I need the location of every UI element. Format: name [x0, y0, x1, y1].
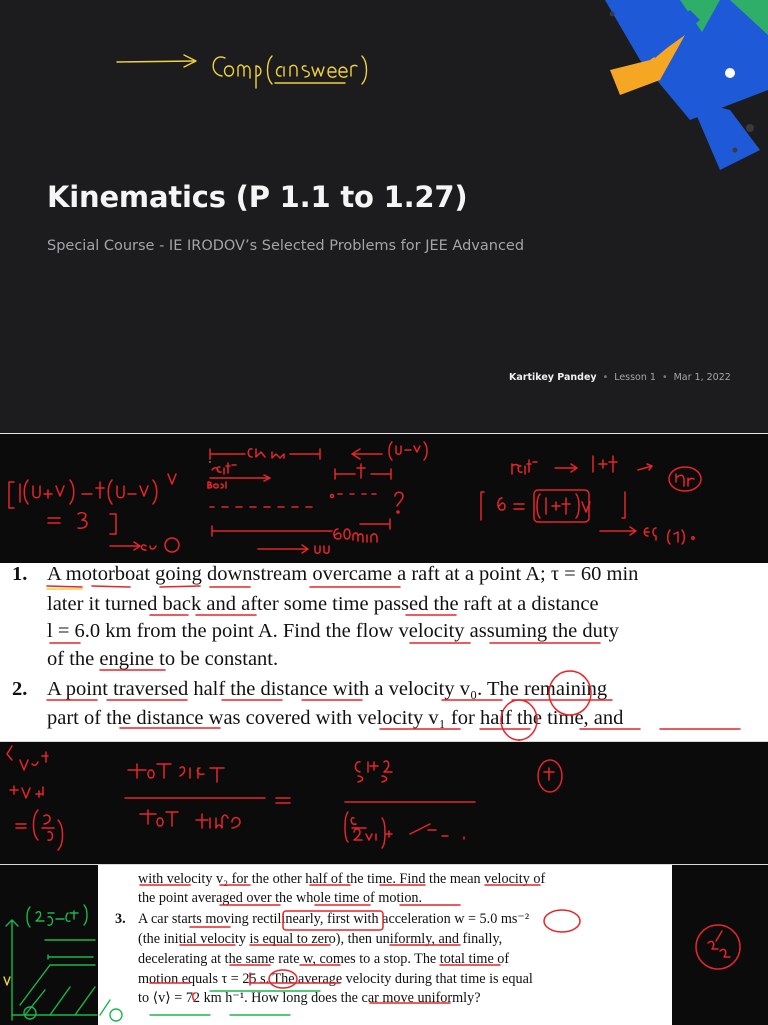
problem-2-line-2: part of the distance was covered with velocity v₁ for half the time, and: [47, 707, 624, 729]
deco-green-shape: [730, 0, 768, 35]
problem-number: 1.: [12, 563, 28, 585]
problem-text-section: [0, 563, 768, 741]
slide-subtitle: Special Course - IE IRODOV’s Selected Problems for JEE Advanced: [47, 238, 525, 254]
deco-dot: [725, 68, 735, 78]
slide-title: Kinematics (P 1.1 to 1.27): [47, 180, 468, 214]
problem-1-line-3: l = 6.0 km from the point A. Find the flow velocity assuming the duty: [47, 620, 619, 642]
meta-separator: •: [602, 372, 609, 383]
problem-number: 2.: [12, 678, 28, 700]
title-slide: [0, 0, 768, 433]
deco-dot: [746, 124, 754, 132]
handwritten-annotations: [0, 742, 768, 865]
problem-3-line-3: decelerating at the same rate w, comes to a stop. The total time of: [138, 951, 510, 967]
deco-blue-shape: [640, 10, 700, 58]
lesson-label: Lesson 1: [614, 372, 656, 383]
deco-orange-shape: [610, 35, 685, 95]
problem-1-line-2: later it turned back and after some time passed the raft at a distance: [47, 593, 599, 615]
deco-green-shape: [680, 0, 720, 32]
scanned-page: [98, 865, 672, 1025]
meta-separator: •: [661, 372, 668, 383]
problem-1-line-1: A motorboat going downstream overcame a raft at a point A; τ = 60 min: [47, 563, 639, 585]
problem-2-line-1: A point traversed half the distance with a velocity v₀. The remaining: [47, 678, 608, 700]
problem-3-line-2: (the initial velocity is equal to zero), then uniformly, and finally,: [138, 931, 503, 947]
whiteboard-notes-raft: [0, 433, 768, 564]
deco-blue-shape: [690, 100, 760, 170]
deco-blue-shape: [605, 0, 768, 120]
continuation-line-2: the point averaged over the whole time of motion.: [138, 890, 423, 906]
scanned-page-section: [0, 864, 768, 1025]
problem-3-line-4: motion equals τ = 25 s. The average velocity during that time is equal: [138, 971, 533, 987]
handwritten-comp-answer: [117, 55, 367, 88]
handwritten-annotations: [0, 434, 768, 564]
whiteboard-notes-average-velocity: [0, 741, 768, 865]
problem-3-line-1: A car starts moving rectilinearly, first with acceleration w = 5.0 ms⁻²: [138, 911, 530, 927]
deco-dot: [610, 12, 615, 17]
problem-1-line-4: of the engine to be constant.: [47, 648, 279, 670]
problem-3-number: 3.: [115, 911, 126, 927]
deco-dot: [733, 148, 738, 153]
lesson-date: Mar 1, 2022: [673, 372, 731, 383]
continuation-line-1: with velocity v₂ for the other half of the time. Find the mean velocity of: [138, 871, 546, 887]
slide-meta: [509, 372, 731, 383]
author-name: Kartikey Pandey: [509, 372, 597, 383]
slide-decoration: [0, 0, 768, 433]
problem-3-line-5: to ⟨v⟩ = 72 km h⁻¹. How long does the car move uniformly?: [138, 990, 481, 1006]
